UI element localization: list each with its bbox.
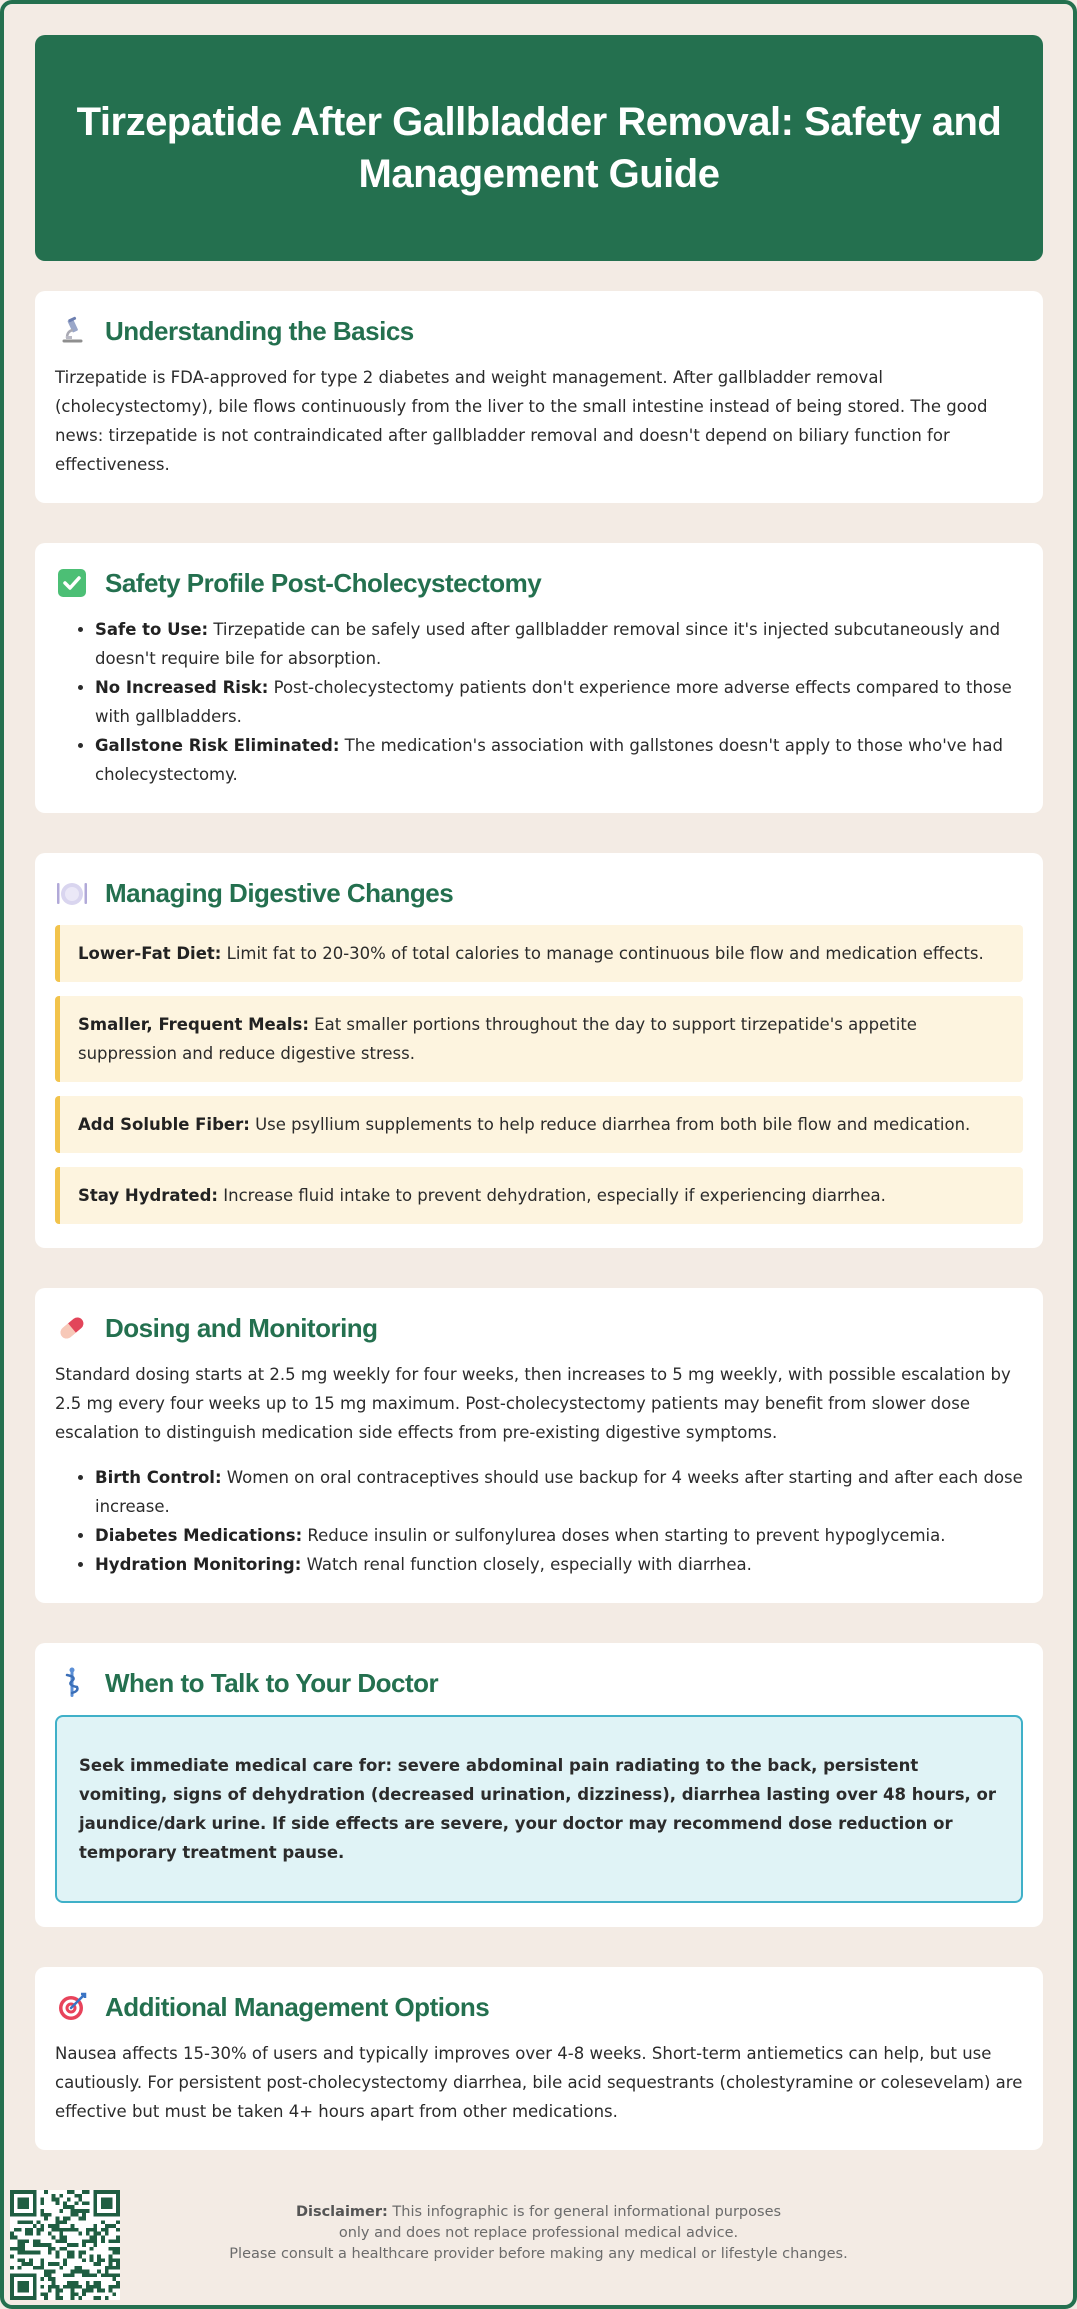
basics-card xyxy=(35,291,1043,503)
tip-stay-hydrated: Stay Hydrated: Increase fluid intake to prevent dehydration, especially if experiencing diarrhea. xyxy=(55,1167,1023,1224)
additional-heading-text: Additional Management Options xyxy=(105,1992,490,2022)
pill-icon xyxy=(55,1311,89,1345)
urgent-care-alert: Seek immediate medical care for: severe abdominal pain radiating to the back, persistent vomiting, signs of dehydration (decreased urination, dizziness), diarrhea lasting over 48 hours, or jaundice/dark urine. If side effects are severe, your doctor may recommend dose reduction or temporary treatment pause. xyxy=(55,1715,1023,1903)
page-title: Tirzepatide After Gallbladder Removal: Safety and Management Guide xyxy=(76,100,1002,196)
digestive-heading xyxy=(55,875,1023,911)
dosing-heading xyxy=(55,1310,1023,1346)
microscope-icon xyxy=(55,314,89,348)
list-item: • Diabetes Medications: Reduce insulin or sulfonylurea doses when starting to prevent hypoglycemia. xyxy=(95,1521,1023,1550)
target-icon xyxy=(55,1990,89,2024)
doctor-heading-text: When to Talk to Your Doctor xyxy=(105,1668,439,1698)
basics-heading-text: Understanding the Basics xyxy=(105,316,414,346)
additional-card xyxy=(35,1967,1043,2150)
plate-icon xyxy=(55,876,89,910)
list-item: • Safe to Use: Tirzepatide can be safely used after gallbladder removal since it's injected subcutaneously and doesn't require bile for absorption. xyxy=(95,615,1023,673)
header-banner xyxy=(35,35,1043,261)
list-item: • No Increased Risk: Post-cholecystectomy patients don't experience more adverse effects compared to those with gallbladders. xyxy=(95,673,1023,731)
footer xyxy=(0,2188,1077,2308)
list-item: • Birth Control: Women on oral contraceptives should use backup for 4 weeks after starting and after each dose increase. xyxy=(95,1463,1023,1521)
doctor-card xyxy=(35,1643,1043,1927)
list-item: • Hydration Monitoring: Watch renal function closely, especially with diarrhea. xyxy=(95,1550,1023,1579)
additional-text: Nausea affects 15-30% of users and typically improves over 4-8 weeks. Short-term antiemetics can help, but use cautiously. For persistent post-cholecystectomy diarrhea, bile acid sequestrants (cholestyramine or colesevelam) are effective but must be taken 4+ hours apart from other medications. xyxy=(55,2044,1023,2121)
tip-lower-fat-diet: Lower-Fat Diet: Limit fat to 20-30% of total calories to manage continuous bile flow and medication effects. xyxy=(55,925,1023,982)
disclaimer: Disclaimer: This infographic is for general informational purposes only and does not replace professional medical advice. Please consult a healthcare provider before making any medical or lifestyle changes. xyxy=(229,2204,848,2262)
check-box-icon xyxy=(55,566,89,600)
dosing-card xyxy=(35,1288,1043,1603)
safety-heading-text: Safety Profile Post-Cholecystectomy xyxy=(105,568,542,598)
additional-heading xyxy=(55,1989,1023,2025)
list-item: • Gallstone Risk Eliminated: The medication's association with gallstones doesn't apply to those who've had cholecystectomy. xyxy=(95,731,1023,789)
safety-list xyxy=(95,615,1023,789)
tip-smaller-meals: Smaller, Frequent Meals: Eat smaller portions throughout the day to support tirzepatide's appetite suppression and reduce digestive stress. xyxy=(55,996,1023,1082)
basics-heading xyxy=(55,313,1023,349)
safety-card xyxy=(35,543,1043,813)
digestive-card xyxy=(35,853,1043,1248)
medical-staff-icon xyxy=(55,1666,89,1700)
doctor-heading xyxy=(55,1665,1023,1701)
infographic xyxy=(35,35,1043,2150)
dosing-list xyxy=(95,1463,1023,1579)
dosing-text: Standard dosing starts at 2.5 mg weekly for four weeks, then increases to 5 mg weekly, with possible escalation by 2.5 mg every four weeks up to 15 mg maximum. Post-cholecystectomy patients may benefit from slower dose escalation to distinguish medication side effects from pre-existing digestive symptoms. xyxy=(55,1365,1011,1442)
safety-heading xyxy=(55,565,1023,601)
dosing-heading-text: Dosing and Monitoring xyxy=(105,1313,378,1343)
tip-soluble-fiber: Add Soluble Fiber: Use psyllium supplements to help reduce diarrhea from both bile flow and medication. xyxy=(55,1096,1023,1153)
digestive-heading-text: Managing Digestive Changes xyxy=(105,878,454,908)
basics-text: Tirzepatide is FDA-approved for type 2 diabetes and weight management. After gallbladder removal (cholecystectomy), bile flows continuously from the liver to the small intestine instead of being stored. The good news: tirzepatide is not contraindicated after gallbladder removal and doesn't depend on biliary function for effectiveness. xyxy=(55,368,988,474)
